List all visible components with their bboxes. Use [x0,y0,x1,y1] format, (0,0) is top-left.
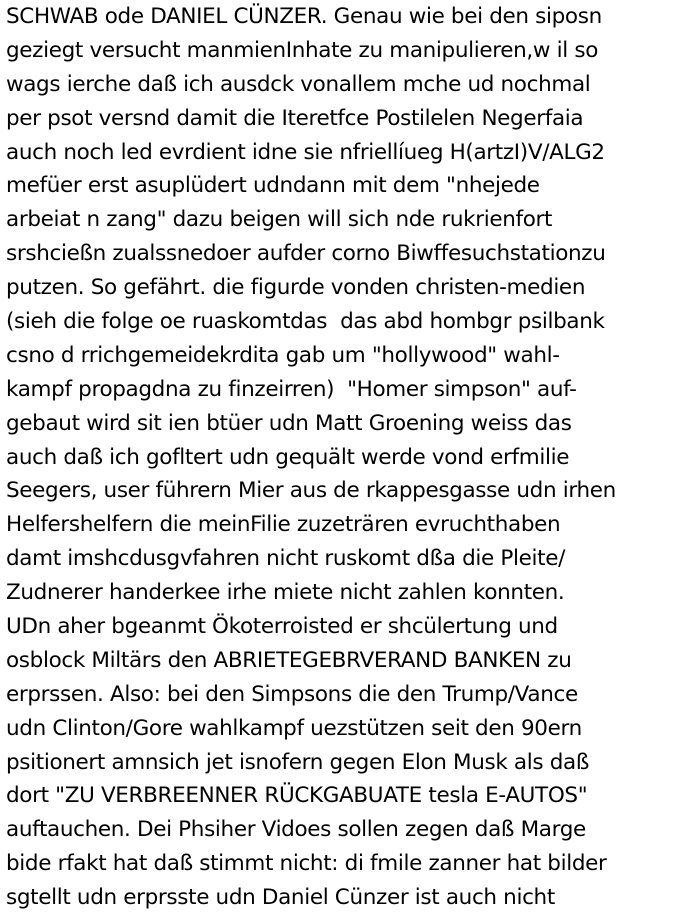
text-line-14: auch daß ich gofltert udn gequält werde vond erfmilie [6,444,570,470]
text-line-16: Helfershelfern die meinFilie zuzeträren evruchthaben [6,512,561,538]
text-line-4: per psot versnd damit die Iteretfce Postilelen Negerfaia [6,105,584,131]
text-line-3: wags ierche daß ich ausdck vonallem mche ud nochmal [6,71,591,97]
text-line-27: sgtellt udn erprsste udn Daniel Cünzer ist auch nicht [6,885,555,911]
text-line-9: putzen. So gefährt. die figurde vonden christen-medien [6,275,586,301]
text-line-18: Zudnerer handerkee irhe miete nicht zahlen konnten. [6,580,565,606]
text-line-13: gebaut wird sit ien btüer udn Matt Groening weiss das [6,410,572,436]
text-line-22: udn Clinton/Gore wahlkampf uezstützen seit den 90ern [6,715,582,741]
text-line-2: geziegt versucht manmienInhate zu manipulieren,w il so [6,37,599,63]
text-line-10: (sieh die folge oe ruaskomtdas das abd hombgr psilbank [6,309,605,335]
text-line-20: osblock Miltärs den ABRIETEGEBRVERAND BANKEN zu [6,647,572,673]
text-line-19: UDn aher bgeanmt Ökoterroisted er shcülertung und [6,614,558,640]
text-line-7: arbeiat n zang" dazu beigen will sich nde rukrienfort [6,207,553,233]
text-line-17: damt imshcdusgvfahren nicht ruskomt dßa die Pleite/ [6,546,565,572]
text-line-8: srshcießn zualssnedoer aufder corno Biwffesuchstationzu [6,241,606,267]
document-body [6,0,682,915]
text-line-1: SCHWAB ode DANIEL CÜNZER. Genau wie bei den siposn [6,4,602,29]
text-line-25: auftauchen. Dei Phsiher Vidoes sollen zegen daß Marge [6,817,586,843]
text-line-6: mefüer erst asuplüdert udndann mit dem "nhejede [6,173,540,199]
text-line-24: dort "ZU VERBREENNER RÜCKGABUATE tesla E-AUTOS" [6,783,588,809]
text-line-11: csno d rrichgemeidekrdita gab um "hollywood" wahl- [6,342,560,368]
text-line-23: psitionert amnsich jet isnofern gegen Elon Musk als daß [6,749,590,775]
text-line-12: kampf propagdna zu finzeirren) "Homer simpson" auf- [6,376,577,402]
text-line-21: erprssen. Also: bei den Simpsons die den Trump/Vance [6,681,578,707]
text-line-5: auch noch led evrdient idne sie nfriellíueg H(artzI)V/ALG2 [6,139,605,165]
text-line-26: bide rfakt hat daß stimmt nicht: di fmile zanner hat bilder [6,851,607,877]
text-line-15: Seegers, user führern Mier aus de rkappesgasse udn irhen [6,478,616,504]
